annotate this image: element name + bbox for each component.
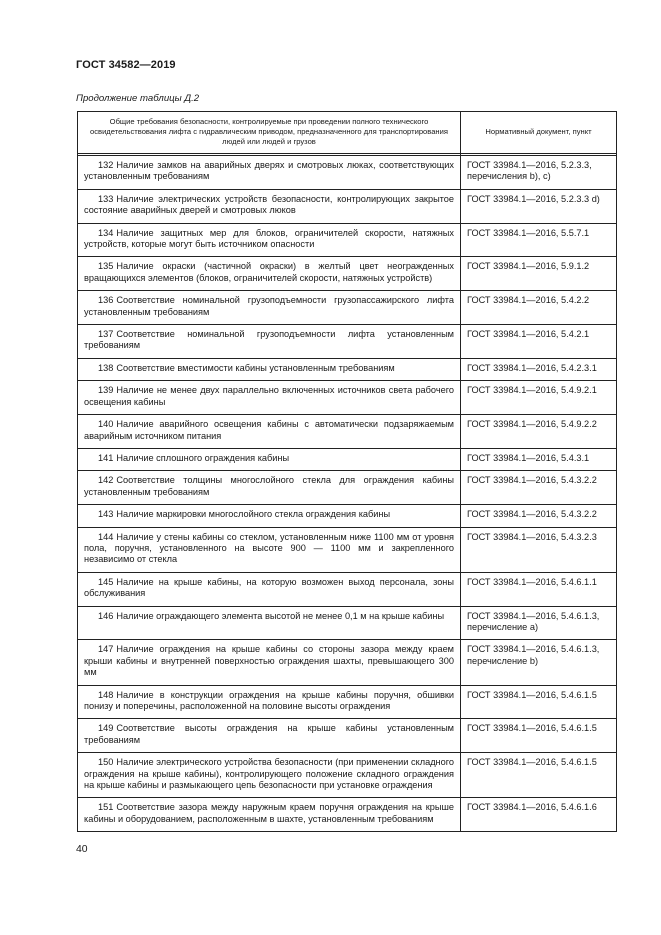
column-header-requirements: Общие требования безопасности, контролируемые при проведении полного технического освидетельствования лифта с гидравлическим приводом, предназначенного для транспортирования людей или людей и грузов bbox=[78, 112, 461, 154]
column-header-normative-document: Нормативный документ, пункт bbox=[461, 112, 617, 154]
normative-reference-cell: ГОСТ 33984.1—2016, 5.4.6.1.5 bbox=[461, 685, 617, 719]
normative-reference-cell: ГОСТ 33984.1—2016, 5.4.6.1.5 bbox=[461, 719, 617, 753]
requirement-cell bbox=[78, 640, 461, 685]
normative-reference-cell: ГОСТ 33984.1—2016, 5.2.3.3 d) bbox=[461, 189, 617, 223]
requirement-cell bbox=[78, 606, 461, 640]
requirement-number: 137 bbox=[98, 329, 114, 340]
table-row bbox=[78, 381, 617, 415]
requirement-cell bbox=[78, 753, 461, 798]
requirements-table bbox=[77, 111, 617, 832]
normative-reference-cell: ГОСТ 33984.1—2016, 5.4.6.1.3, перечисление b) bbox=[461, 640, 617, 685]
requirement-text: Соответствие высоты ограждения на крыше кабины установленным требованиям bbox=[84, 723, 454, 745]
table-row bbox=[78, 471, 617, 505]
requirement-text: Наличие электрического устройства безопасности (при применении складного ограждения на крыше кабины), контролирующего положение складного ограждения на крыше кабины и размыкающего цепь безопасности при установке ограждения bbox=[84, 757, 454, 791]
table-row bbox=[78, 640, 617, 685]
requirement-number: 132 bbox=[98, 160, 114, 170]
requirement-cell bbox=[78, 527, 461, 572]
table-row bbox=[78, 685, 617, 719]
requirement-number: 142 bbox=[98, 475, 114, 486]
table-row bbox=[78, 257, 617, 291]
table-row bbox=[78, 415, 617, 449]
normative-reference-cell: ГОСТ 33984.1—2016, 5.4.3.2.3 bbox=[461, 527, 617, 572]
requirement-text: Наличие защитных мер для блоков, ограничителей скорости, натяжных устройств, которые могут быть источником опасности bbox=[84, 227, 454, 250]
normative-reference-cell: ГОСТ 33984.1—2016, 5.5.7.1 bbox=[461, 223, 617, 257]
normative-reference-cell: ГОСТ 33984.1—2016, 5.4.3.2.2 bbox=[461, 471, 617, 505]
table-row bbox=[78, 527, 617, 572]
table-row bbox=[78, 719, 617, 753]
requirement-text: Наличие маркировки многослойного стекла ограждения кабины bbox=[116, 509, 391, 520]
table-row bbox=[78, 358, 617, 380]
normative-reference-cell: ГОСТ 33984.1—2016, 5.4.2.2 bbox=[461, 291, 617, 325]
requirement-text: Наличие ограждающего элемента высотой не менее 0,1 м на крыше кабины bbox=[116, 610, 445, 621]
requirement-text: Наличие на крыше кабины, на которую возможен выход персонала, зоны обслуживания bbox=[84, 576, 454, 599]
requirement-number: 145 bbox=[98, 576, 114, 587]
table-header-row bbox=[78, 112, 617, 154]
requirement-cell bbox=[78, 471, 461, 505]
requirement-number: 143 bbox=[98, 509, 114, 520]
requirement-text: Наличие аварийного освещения кабины с автоматически подзаряжаемым аварийным источником питания bbox=[84, 419, 454, 441]
requirement-number: 150 bbox=[98, 757, 114, 768]
requirement-cell bbox=[78, 505, 461, 527]
requirement-text: Наличие ограждения на крыше кабины со стороны зазора между краем крыши кабины и внутренней поверхностью ограждения шахты, превышающего 300 мм bbox=[84, 644, 454, 678]
requirement-cell bbox=[78, 415, 461, 449]
requirement-number: 151 bbox=[98, 802, 114, 813]
normative-reference-cell: ГОСТ 33984.1—2016, 5.4.6.1.3, перечисление a) bbox=[461, 606, 617, 640]
requirement-cell bbox=[78, 572, 461, 606]
normative-reference-cell: ГОСТ 33984.1—2016, 5.4.6.1.6 bbox=[461, 798, 617, 832]
requirement-number: 133 bbox=[98, 193, 114, 204]
requirement-text: Наличие электрических устройств безопасности, контролирующих закрытое состояние аварийных дверей и смотровых люков bbox=[84, 193, 454, 216]
requirement-cell bbox=[78, 685, 461, 719]
requirement-text: Соответствие толщины многослойного стекла для ограждения кабины установленным требованиям bbox=[84, 475, 454, 497]
requirement-cell bbox=[78, 223, 461, 257]
table-row bbox=[78, 505, 617, 527]
requirement-text: Наличие у стены кабины со стеклом, установленным ниже 1100 мм от уровня пола, поручня, установленного на высоте 900 — 1100 мм и закрепленного независимо от стекла bbox=[84, 531, 454, 565]
requirement-text: Наличие в конструкции ограждения на крыше кабины поручня, обшивки понизу и поперечины, расположенной на половине высоты ограждения bbox=[84, 689, 454, 711]
table-continuation-caption: Продолжение таблицы Д.2 bbox=[76, 93, 200, 104]
table-row bbox=[78, 325, 617, 359]
requirement-text: Наличие сплошного ограждения кабины bbox=[116, 452, 290, 463]
normative-reference-cell: ГОСТ 33984.1—2016, 5.4.6.1.5 bbox=[461, 753, 617, 798]
normative-reference-cell: ГОСТ 33984.1—2016, 5.2.3.3, перечисления b), c) bbox=[461, 156, 617, 190]
requirement-number: 146 bbox=[98, 610, 114, 621]
requirement-number: 139 bbox=[98, 385, 114, 396]
table-row bbox=[78, 223, 617, 257]
table-row bbox=[78, 798, 617, 832]
requirement-number: 136 bbox=[98, 295, 114, 306]
requirement-number: 144 bbox=[98, 531, 114, 542]
table-row bbox=[78, 606, 617, 640]
normative-reference-cell: ГОСТ 33984.1—2016, 5.4.3.1 bbox=[461, 448, 617, 470]
requirement-text: Наличие не менее двух параллельно включенных источников света рабочего освещения кабины bbox=[84, 385, 454, 407]
requirement-number: 148 bbox=[98, 689, 114, 700]
normative-reference-cell: ГОСТ 33984.1—2016, 5.4.2.3.1 bbox=[461, 358, 617, 380]
requirement-cell bbox=[78, 189, 461, 223]
requirement-text: Соответствие номинальной грузоподъемности грузопассажирского лифта установленным требованиям bbox=[84, 295, 454, 317]
requirement-cell bbox=[78, 798, 461, 832]
requirement-text: Соответствие номинальной грузоподъемности лифта установленным требованиям bbox=[84, 329, 454, 351]
requirement-cell bbox=[78, 291, 461, 325]
requirement-number: 135 bbox=[98, 261, 114, 272]
requirement-cell bbox=[78, 156, 461, 190]
normative-reference-cell: ГОСТ 33984.1—2016, 5.4.9.2.1 bbox=[461, 381, 617, 415]
normative-reference-cell: ГОСТ 33984.1—2016, 5.4.2.1 bbox=[461, 325, 617, 359]
table-body bbox=[78, 154, 617, 832]
requirement-cell bbox=[78, 381, 461, 415]
table-row bbox=[78, 291, 617, 325]
document-code: ГОСТ 34582—2019 bbox=[76, 59, 176, 71]
requirement-number: 138 bbox=[98, 362, 114, 373]
requirement-number: 149 bbox=[98, 723, 114, 734]
requirement-text: Соответствие вместимости кабины установленным требованиям bbox=[116, 362, 395, 373]
page-number: 40 bbox=[76, 844, 88, 855]
requirement-cell bbox=[78, 448, 461, 470]
requirement-cell bbox=[78, 719, 461, 753]
requirement-cell bbox=[78, 257, 461, 291]
table-row bbox=[78, 572, 617, 606]
requirement-number: 134 bbox=[98, 227, 114, 238]
requirement-number: 147 bbox=[98, 644, 114, 655]
requirement-number: 141 bbox=[98, 452, 114, 463]
requirement-cell bbox=[78, 358, 461, 380]
normative-reference-cell: ГОСТ 33984.1—2016, 5.9.1.2 bbox=[461, 257, 617, 291]
normative-reference-cell: ГОСТ 33984.1—2016, 5.4.6.1.1 bbox=[461, 572, 617, 606]
requirement-text: Соответствие зазора между наружным краем поручня ограждения на крыше кабины и оборудованием, расположенным в шахте, установленным требованиям bbox=[84, 802, 454, 824]
table-row bbox=[78, 448, 617, 470]
requirement-number: 140 bbox=[98, 419, 114, 430]
table-row bbox=[78, 156, 617, 190]
normative-reference-cell: ГОСТ 33984.1—2016, 5.4.9.2.2 bbox=[461, 415, 617, 449]
requirement-text: Наличие окраски (частичной окраски) в желтый цвет неогражденных вращающихся элементов (блоков, ограничителей скорости, натяжных устройств) bbox=[84, 261, 454, 283]
table-row bbox=[78, 753, 617, 798]
table-row bbox=[78, 189, 617, 223]
requirement-text: Наличие замков на аварийных дверях и смотровых люках, соответствующих установленным требованиям bbox=[84, 160, 454, 182]
normative-reference-cell: ГОСТ 33984.1—2016, 5.4.3.2.2 bbox=[461, 505, 617, 527]
requirement-cell bbox=[78, 325, 461, 359]
